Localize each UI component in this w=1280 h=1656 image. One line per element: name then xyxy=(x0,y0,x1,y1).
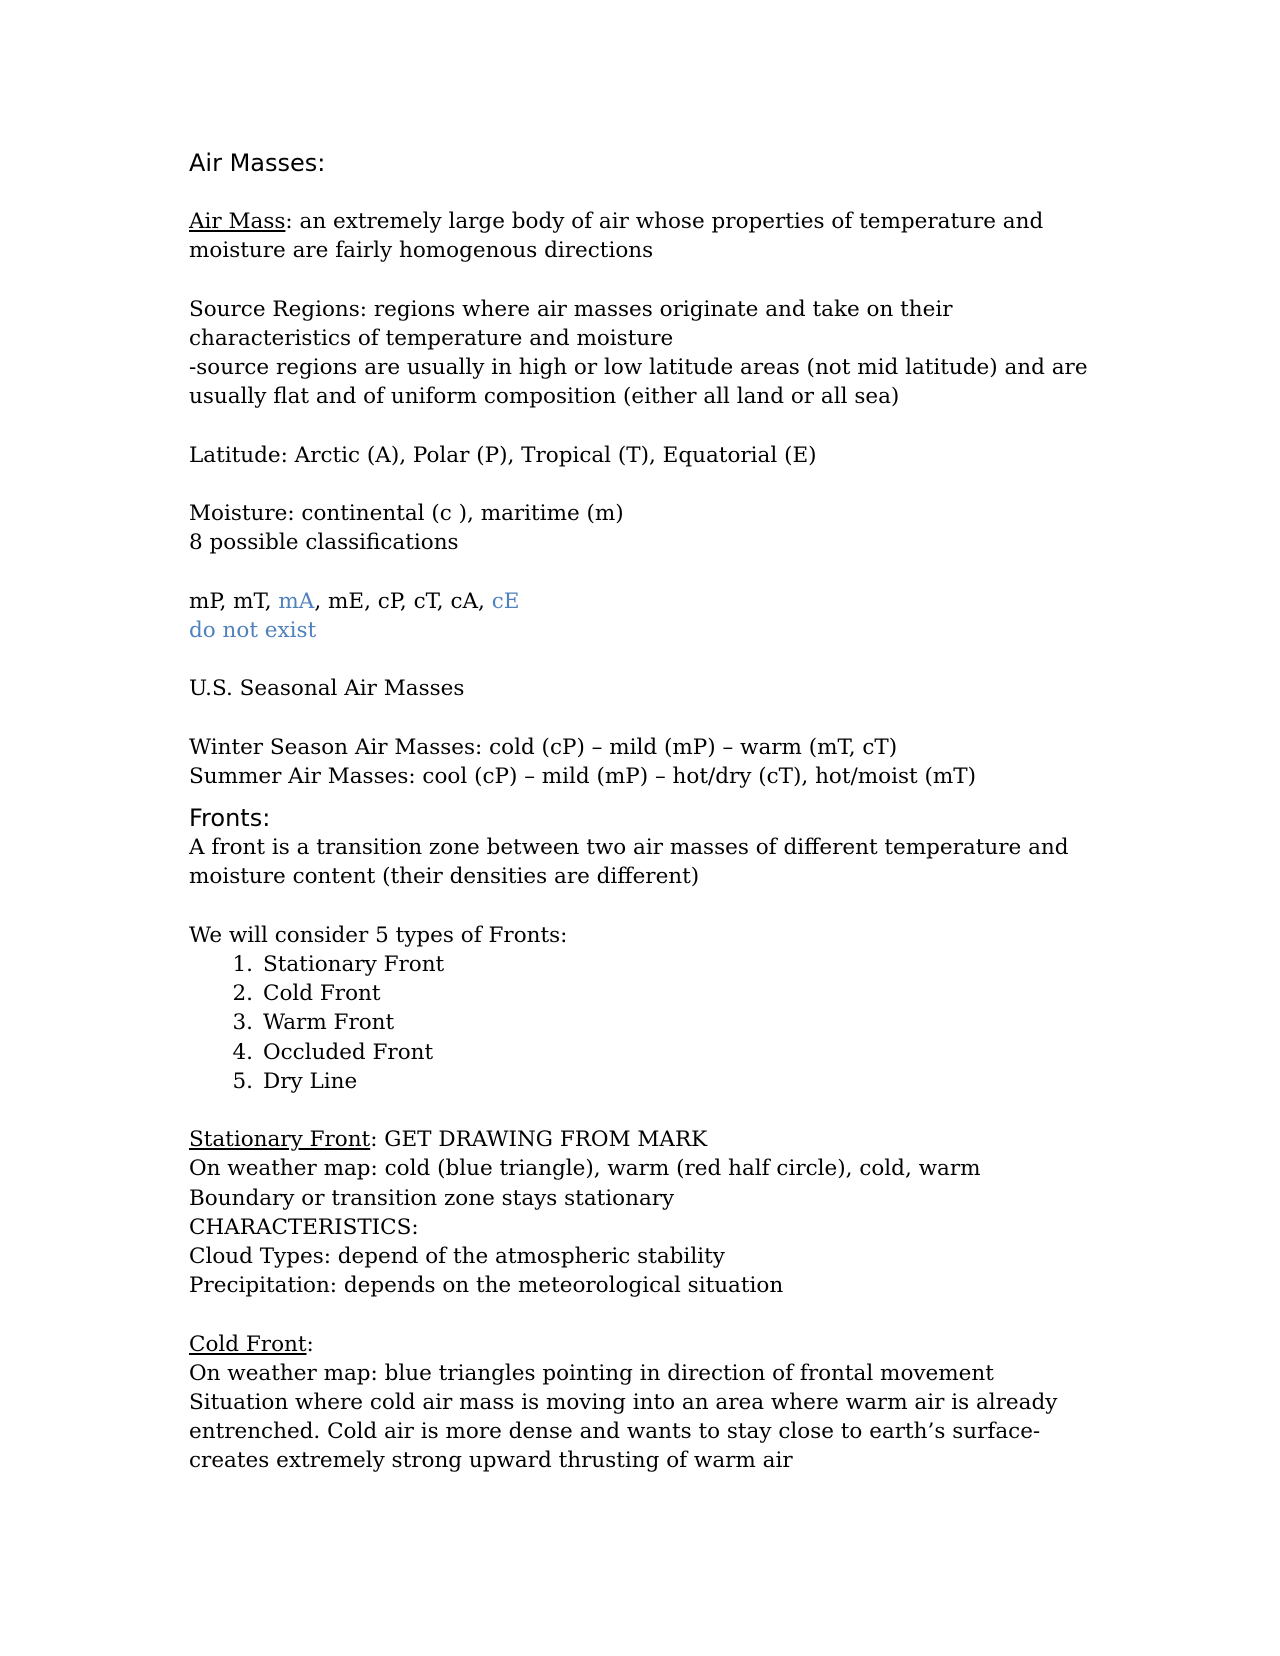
spacer xyxy=(189,791,1109,803)
spacer xyxy=(189,1300,1109,1329)
document-page xyxy=(189,148,1109,1476)
cold-title-rest: : xyxy=(306,1331,314,1357)
us-seasonal-heading: U.S. Seasonal Air Masses xyxy=(189,676,465,702)
fronts-definition: A front is a transition zone between two air masses of different temperature and moisture content (their densities are different) xyxy=(189,835,1069,890)
list-item-label: Dry Line xyxy=(263,1068,358,1094)
heading-fronts: Fronts: xyxy=(189,804,271,833)
term-cold-front: Cold Front xyxy=(189,1331,307,1357)
stationary-map: On weather map: cold (blue triangle), warm (red half circle), cold, warm xyxy=(189,1156,981,1182)
term-air-mass: Air Mass xyxy=(189,209,286,235)
list-item xyxy=(232,979,1109,1008)
list-item xyxy=(232,1038,1109,1067)
latitude-line: Latitude: Arctic (A), Polar (P), Tropical (T), Equatorial (E) xyxy=(189,442,817,468)
list-item-label: Occluded Front xyxy=(263,1039,434,1065)
spacer xyxy=(189,266,1109,295)
cold-map: On weather map: blue triangles pointing in direction of frontal movement xyxy=(189,1360,994,1386)
moisture-line: Moisture: continental (c ), maritime (m) xyxy=(189,501,624,527)
class-list-part1: mP, mT, xyxy=(189,588,279,614)
list-number: 1. xyxy=(232,951,253,977)
spacer xyxy=(189,558,1109,587)
list-number: 4. xyxy=(232,1039,253,1065)
source-regions-note: -source regions are usually in high or low latitude areas (not mid latitude) and are usually flat and of uniform composition (either all land or all sea) xyxy=(189,355,1088,410)
list-item xyxy=(232,1008,1109,1037)
list-number: 2. xyxy=(232,981,253,1007)
fronts-list xyxy=(189,950,1109,1096)
winter-air-masses: Winter Season Air Masses: cold (cP) – mild (mP) – warm (mT, cT) xyxy=(189,734,898,760)
classifications-line: 8 possible classifications xyxy=(189,530,459,556)
cold-situation: Situation where cold air mass is moving into an area where warm air is already entrenched. Cold air is more dense and wants to stay close to earth’s surface- creates extremely strong upward thrusting of warm air xyxy=(189,1389,1058,1474)
heading-air-masses: Air Masses: xyxy=(189,149,326,177)
class-list-part2: , mE, cP, cT, cA, xyxy=(314,588,492,614)
spacer xyxy=(189,412,1109,441)
stationary-clouds: Cloud Types: depend of the atmospheric stability xyxy=(189,1243,725,1269)
air-mass-definition xyxy=(189,207,1109,265)
summer-air-masses: Summer Air Masses: cool (cP) – mild (mP) – hot/dry (cT), hot/moist (mT) xyxy=(189,763,976,789)
stationary-precip: Precipitation: depends on the meteorological situation xyxy=(189,1273,784,1299)
do-not-exist-note: do not exist xyxy=(189,617,317,643)
list-number: 3. xyxy=(232,1010,253,1036)
spacer xyxy=(189,178,1109,207)
fronts-consider: We will consider 5 types of Fronts: xyxy=(189,922,568,948)
air-mass-def-text: : an extremely large body of air whose properties of temperature and moisture are fairly homogenous directions xyxy=(189,209,1044,264)
class-ce: cE xyxy=(491,588,520,614)
stationary-characteristics: CHARACTERISTICS: xyxy=(189,1214,419,1240)
spacer xyxy=(189,704,1109,733)
list-number: 5. xyxy=(232,1068,253,1094)
term-stationary-front: Stationary Front xyxy=(189,1127,371,1153)
classification-list xyxy=(189,587,1109,616)
list-item-label: Cold Front xyxy=(263,981,381,1007)
cold-front-title xyxy=(189,1330,1109,1359)
spacer xyxy=(189,892,1109,921)
stationary-front-title xyxy=(189,1125,1109,1154)
list-item xyxy=(232,1067,1109,1096)
stationary-boundary: Boundary or transition zone stays stationary xyxy=(189,1185,675,1211)
source-regions: Source Regions: regions where air masses originate and take on their characteristics of temperature and moisture xyxy=(189,296,953,351)
list-item xyxy=(232,950,1109,979)
list-item-label: Stationary Front xyxy=(263,951,445,977)
spacer xyxy=(189,1096,1109,1125)
list-item-label: Warm Front xyxy=(263,1010,395,1036)
spacer xyxy=(189,645,1109,674)
stationary-title-rest: : GET DRAWING FROM MARK xyxy=(370,1127,708,1153)
spacer xyxy=(189,470,1109,499)
class-ma: mA xyxy=(278,588,315,614)
